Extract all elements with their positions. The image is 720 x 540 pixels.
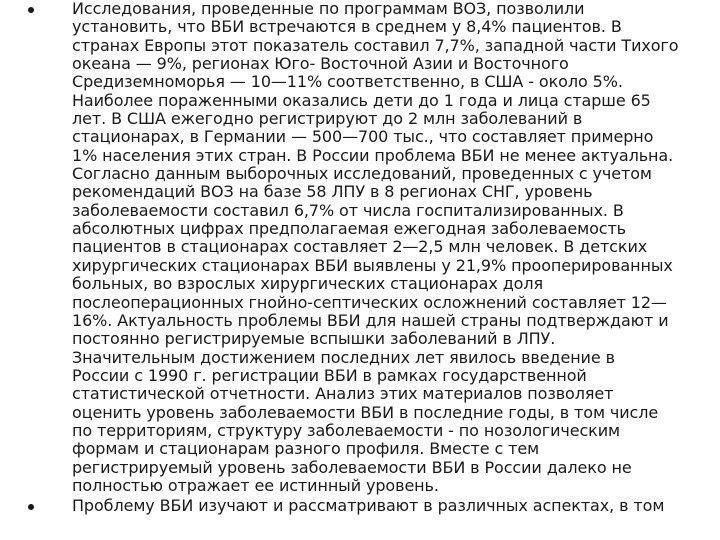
paragraph-text: Проблему ВБИ изучают и рассматривают в различных аспектах, в том (72, 496, 665, 516)
bullet-list (24, 0, 704, 516)
bullet-dot-icon (28, 7, 34, 13)
bullet-item (24, 0, 704, 495)
paragraph-text: Исследования, проведенные по программам ВОЗ, позволили установить, что ВБИ встречаются в среднем у 8,4% пациентов. В странах Европы этот показатель составил 7,7%, западной части Тихого океана — 9%, регионах Юго- Восточной Азии и Восточного Средиземноморья — 10—11% соответственно, в США - около 5%. Наиболее пораженными оказались дети до 1 года и лица старше 65 лет. В США ежегодно регистрируют до 2 млн заболеваний в стационарах, в Германии — 500—700 тыс., что составляет примерно 1% населения этих стран. В России проблема ВБИ не менее актуальна. Согласно данным выборочных исследований, проведенных с учетом рекомендаций ВОЗ на базе 58 ЛПУ в 8 регионах СНГ, уровень заболеваемости составил 6,7% от числа госпитализированных. В абсолютных цифрах предполагаемая ежегодная заболеваемость пациентов в стационарах составляет 2—2,5 млн человек. В детских хирургических стационарах ВБИ выявлены у 21,9% прооперированных больных, во взрослых хирургических стационарах доля послеоперационных гнойно-септических осложнений составляет 12— 16%. Актуальность проблемы ВБИ для нашей страны подтверждают и постоянно регистрируемые вспышки заболеваний в ЛПУ. Значительным достижением последних лет явилось введение в России с 1990 г. регистрации ВБИ в рамках государственной статистической отчетности. Анализ этих материалов позволяет оценить уровень заболеваемости ВБИ в последние годы, в том числе по территориям, структуру заболеваемости - по нозологическим формам и стационарам разного профиля. Вместе с тем регистрируемый уровень заболеваемости ВБИ в России далеко не полностью отражает ее истинный уровень. (72, 0, 679, 495)
bullet-dot-icon (28, 504, 34, 510)
bullet-item (24, 497, 704, 515)
